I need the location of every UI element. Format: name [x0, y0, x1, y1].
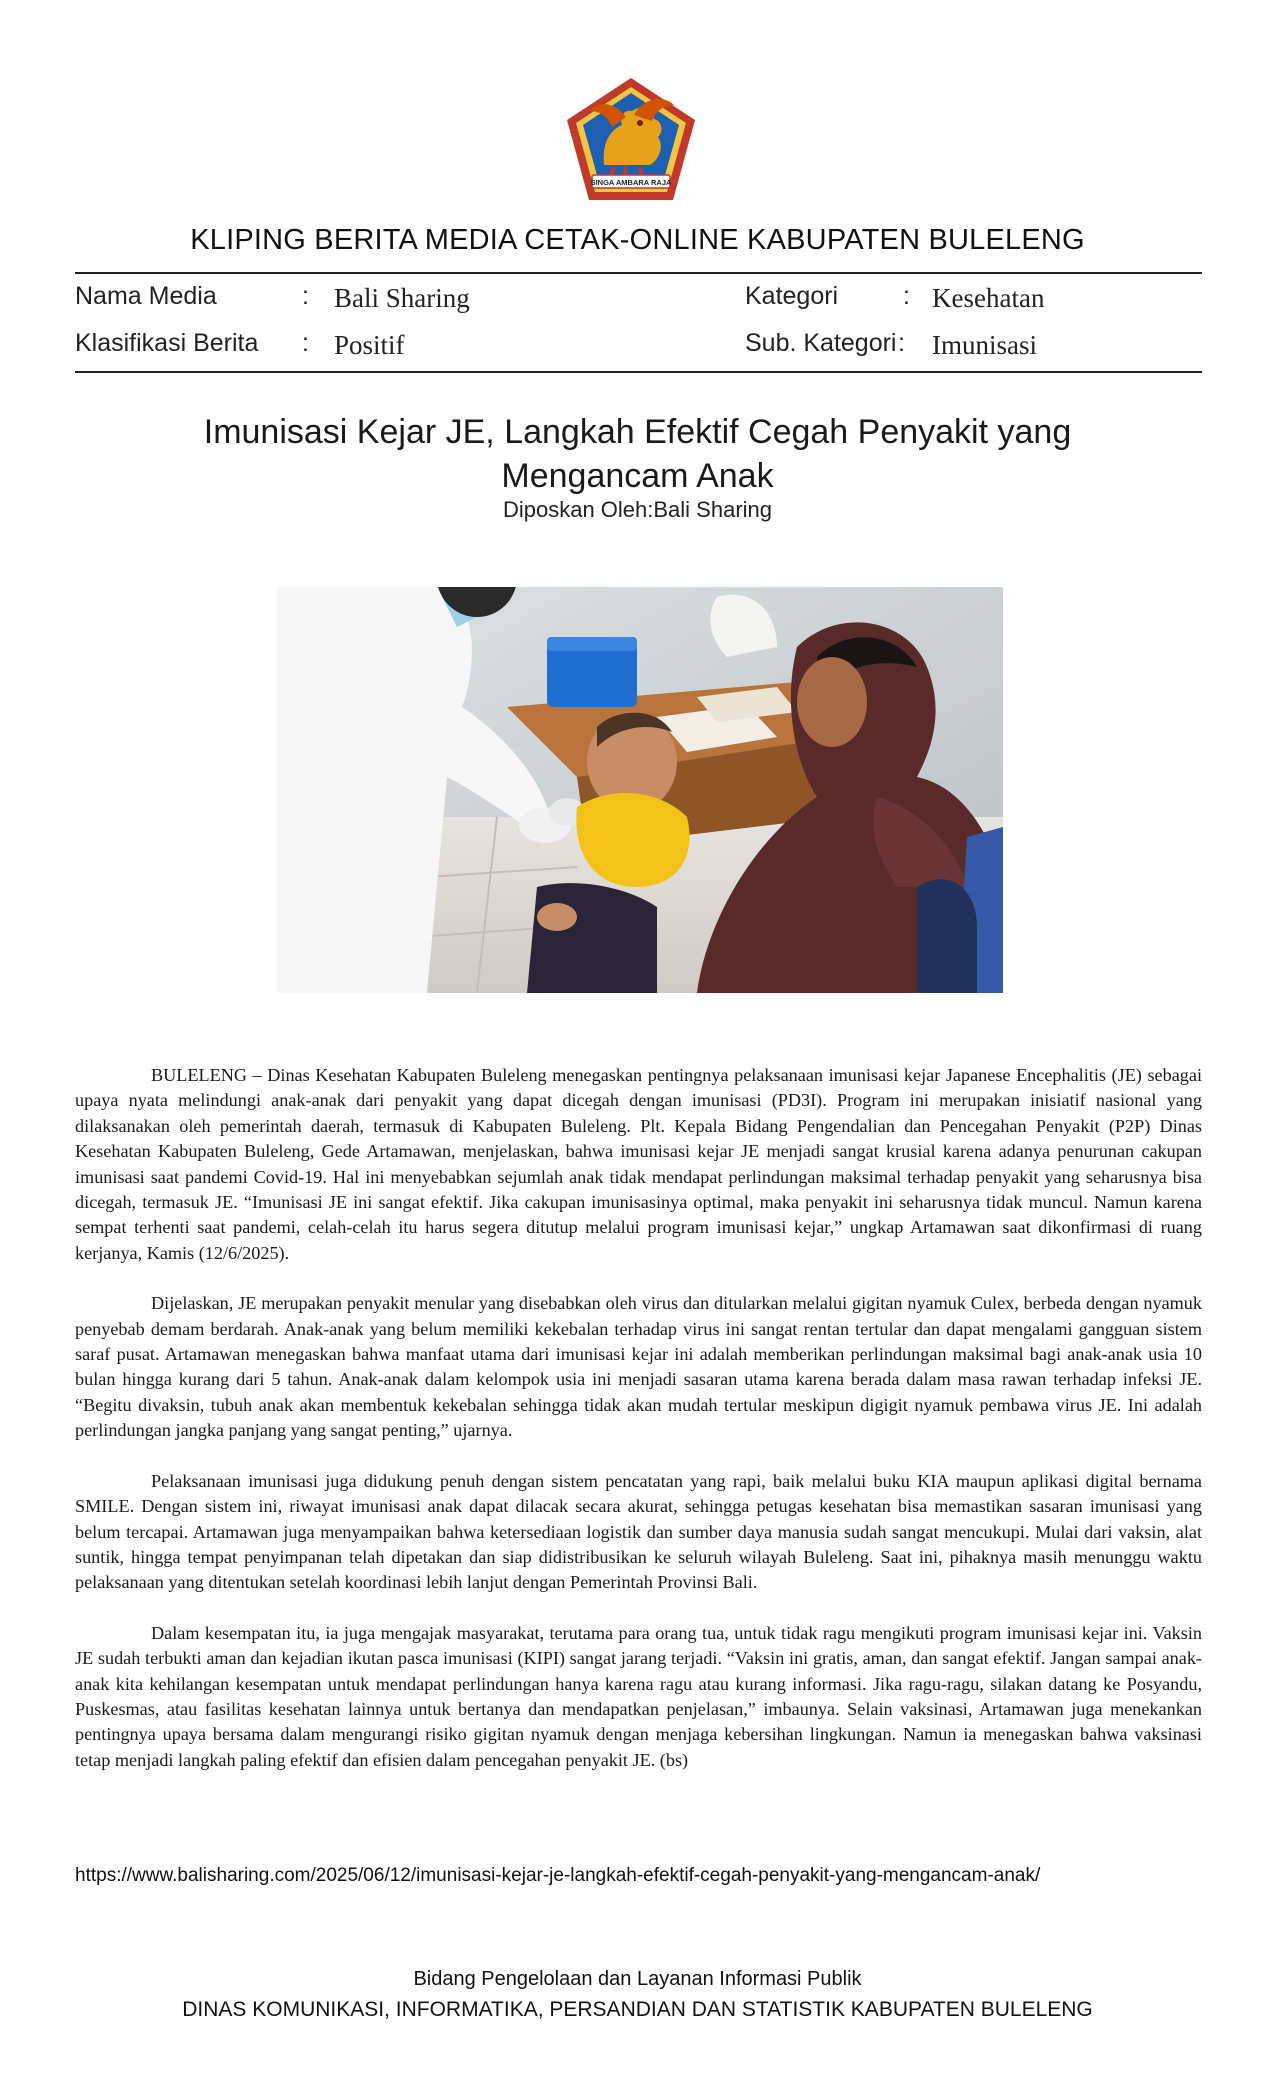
subkategori-value: Imunisasi: [932, 330, 1037, 360]
source-url[interactable]: https://www.balisharing.com/2025/06/12/imunisasi-kejar-je-langkah-efektif-cegah-penyakit-yang-mengancam-anak/: [75, 1865, 1041, 1886]
article-title: Imunisasi Kejar JE, Langkah Efektif Cegah Penyakit yang Mengancam Anak: [203, 413, 1072, 495]
footer-agency: DINAS KOMUNIKASI, INFORMATIKA, PERSANDIAN DAN STATISTIK KABUPATEN BULELENG: [182, 1998, 1093, 2021]
header-divider-top: [75, 272, 1202, 274]
kategori-separator: :: [903, 282, 910, 310]
singa-ambara-raja-emblem-icon: [564, 75, 698, 203]
klasifikasi-value: Positif: [334, 330, 405, 360]
article-paragraph-4: Dalam kesempatan itu, ia juga mengajak masyarakat, terutama para orang tua, untuk tidak ragu mengikuti program imunisasi kejar ini. Vaksin JE sudah terbukti aman dan kejadian ikutan pasca imunisasi (KIPI) sangat jarang terjadi. “Vaksin ini gratis, aman, dan sangat efektif. Jangan sampai anak-anak kita kehilangan kesempatan untuk mendapat perlindungan hanya karena ragu atau kurang informasi. Jika ragu-ragu, silakan datang ke Posyandu, Puskesmas, atau fasilitas kesehatan lainnya untuk bertanya dan mendapatkan penjelasan,” imbaunya. Selain vaksinasi, Artamawan juga menekankan pentingnya upaya bersama dalam mengurangi risiko gigitan nyamuk dengan menjaga kebersihan lingkungan. Namun ia menegaskan bahwa vaksinasi tetap menjadi langkah paling efektif dan efisien dalam pencegahan penyakit JE. (bs): [75, 1622, 1202, 1770]
subkategori-separator: :: [898, 329, 905, 357]
page-title: KLIPING BERITA MEDIA CETAK-ONLINE KABUPATEN BULELENG: [190, 224, 1085, 256]
article-byline: Diposkan Oleh:Bali Sharing: [502, 497, 773, 522]
article-paragraph-1: BULELENG – Dinas Kesehatan Kabupaten Buleleng menegaskan pentingnya pelaksanaan imunisasi kejar Japanese Encephalitis (JE) sebagai upaya nyata melindungi anak-anak dari penyakit yang dapat dicegah dengan imunisasi (PD3I). Program ini merupakan inisiatif nasional yang dilaksanakan oleh pemerintah daerah, termasuk di Kabupaten Buleleng. Plt. Kepala Bidang Pengendalian dan Pencegahan Penyakit (P2P) Dinas Kesehatan Kabupaten Buleleng, Gede Artamawan, menjelaskan, bahwa imunisasi kejar JE menjadi sangat krusial karena adanya penurunan cakupan imunisasi saat pandemi Covid-19. Hal ini menyebabkan sejumlah anak tidak mendapat perlindungan maksimal terhadap penyakit yang seharusnya bisa dicegah, termasuk JE. “Imunisasi JE ini sangat efektif. Jika cakupan imunisasinya optimal, maka penyakit ini seharusnya tidak muncul. Namun karena sempat terhenti saat pandemi, celah-celah itu harus segera ditutup melalui program imunisasi kejar,” ungkap Artamawan saat dikonfirmasi di ruang kerjanya, Kamis (12/6/2025).: [75, 1065, 1202, 1263]
footer-department: Bidang Pengelolaan dan Layanan Informasi Publik: [413, 1968, 862, 1990]
subkategori-label: Sub. Kategori: [745, 329, 897, 357]
logo-banner-text: SINGA AMBARA RAJA: [590, 178, 672, 187]
klasifikasi-label: Klasifikasi Berita: [75, 329, 259, 357]
kategori-label: Kategori: [745, 282, 839, 310]
kategori-value: Kesehatan: [932, 283, 1045, 313]
media-value: Bali Sharing: [334, 283, 470, 313]
article-body: [75, 1063, 1202, 1798]
immunization-photo-icon: [277, 587, 1003, 993]
article-paragraph-3: Pelaksanaan imunisasi juga didukung penuh dengan sistem pencatatan yang rapi, baik melalui buku KIA maupun aplikasi digital bernama SMILE. Dengan sistem ini, riwayat imunisasi anak dapat dilacak secara akurat, sehingga petugas kesehatan bisa memastikan sasaran imunisasi yang belum tercapai. Artamawan juga menyampaikan bahwa ketersediaan logistik dan sumber daya manusia sudah sangat mencukupi. Mulai dari vaksin, alat suntik, hingga tempat penyimpanan telah dipetakan dan siap didistribusikan ke seluruh wilayah Buleleng. Saat ini, pihaknya masih menunggu waktu pelaksanaan yang ditentukan setelah koordinasi lebih lanjut dengan Pemerintah Provinsi Bali.: [75, 1470, 1202, 1593]
klasifikasi-separator: :: [302, 329, 309, 357]
media-separator: :: [302, 282, 309, 310]
article-paragraph-2: Dijelaskan, JE merupakan penyakit menular yang disebabkan oleh virus dan ditularkan melalui gigitan nyamuk Culex, berbeda dengan nyamuk penyebab demam berdarah. Anak-anak yang belum memiliki kekebalan terhadap virus ini sangat rentan tertular dan dapat mengalami gangguan sistem saraf pusat. Artamawan menegaskan bahwa manfaat utama dari imunisasi kejar ini adalah memberikan perlindungan maksimal bagi anak-anak usia 10 bulan hingga kurang dari 5 tahun. Anak-anak dalam kelompok usia ini menjadi sasaran utama karena berada dalam masa rawan terhadap infeksi JE. “Begitu divaksin, tubuh anak akan membentuk kekebalan sehingga tidak akan mudah tertular meskipun digigit nyamuk pembawa virus JE. Ini adalah perlindungan jangka panjang yang sangat penting,” ujarnya.: [75, 1293, 1202, 1441]
media-label: Nama Media: [75, 282, 217, 310]
header-divider-bottom: [75, 371, 1202, 373]
